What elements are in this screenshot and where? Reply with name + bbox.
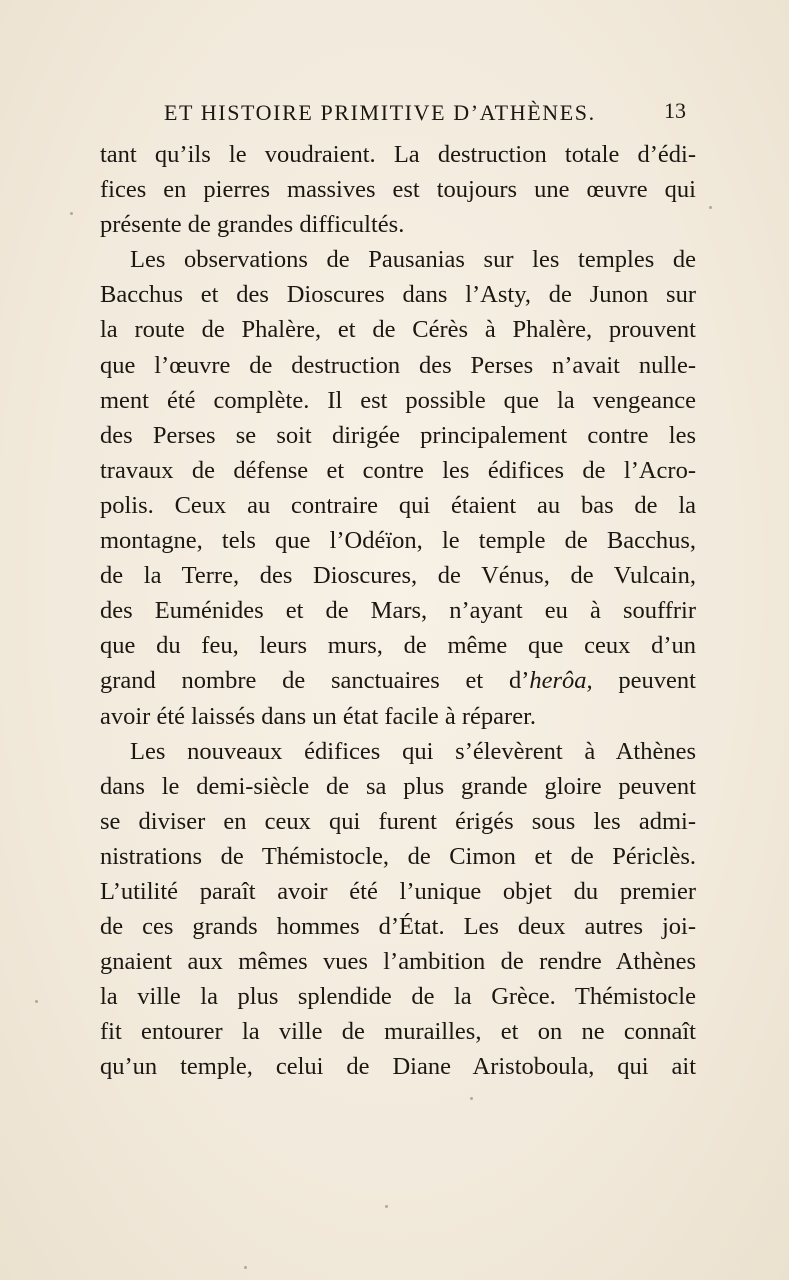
text-line: que l’œuvre de destruction des Perses n’avait nulle- bbox=[100, 351, 696, 379]
text-line: L’utilité paraît avoir été l’unique objet du premier bbox=[100, 877, 696, 905]
text-line: dans le demi-siècle de sa plus grande gloire peuvent bbox=[100, 772, 696, 800]
body-text bbox=[100, 137, 696, 1085]
text-line: des Perses se soit dirigée principalement contre les bbox=[100, 421, 696, 449]
page-header bbox=[96, 96, 692, 130]
text-line: se diviser en ceux qui furent érigés sous les admi- bbox=[100, 807, 696, 835]
text-line: fit entourer la ville de murailles, et on ne connaît bbox=[100, 1018, 696, 1046]
text-line: avoir été laissés dans un état facile à réparer. bbox=[100, 702, 537, 730]
text-line: polis. Ceux au contraire qui étaient au bas de la bbox=[100, 491, 696, 519]
text-line: des Euménides et de Mars, n’ayant eu à souffrir bbox=[100, 597, 696, 625]
paper-speck bbox=[244, 1266, 247, 1269]
paper-speck bbox=[470, 1097, 473, 1100]
text-line: gnaient aux mêmes vues l’ambition de rendre Athènes bbox=[100, 948, 696, 976]
page-number: 13 bbox=[664, 98, 686, 123]
text-line: la route de Phalère, et de Cérès à Phalère, prouvent bbox=[100, 316, 696, 344]
text-line: grand nombre de sanctuaires et d’herôa, peuvent bbox=[100, 667, 696, 695]
paper-speck bbox=[70, 212, 73, 215]
text-line: que du feu, leurs murs, de même que ceux d’un bbox=[100, 632, 696, 660]
text-line: présente de grandes difficultés. bbox=[100, 211, 405, 239]
running-title: ET HISTOIRE PRIMITIVE D’ATHÈNES. bbox=[164, 100, 596, 125]
text-line: Bacchus et des Dioscures dans l’Asty, de Junon sur bbox=[100, 281, 696, 309]
text-line: de ces grands hommes d’État. Les deux autres joi- bbox=[100, 913, 696, 941]
paper-speck bbox=[35, 1000, 38, 1003]
text-line: nistrations de Thémistocle, de Cimon et de Périclès. bbox=[100, 842, 696, 870]
text-line: travaux de défense et contre les édifices de l’Acro- bbox=[100, 456, 696, 484]
text-line: qu’un temple, celui de Diane Aristoboula, qui ait bbox=[100, 1053, 696, 1081]
text-line: ment été complète. Il est possible que la vengeance bbox=[100, 386, 696, 414]
text-line: fices en pierres massives est toujours une œuvre qui bbox=[100, 176, 696, 204]
text-line: montagne, tels que l’Odéïon, le temple de Bacchus, bbox=[100, 527, 696, 555]
text-line: de la Terre, des Dioscures, de Vénus, de Vulcain, bbox=[100, 562, 696, 590]
paragraph-first-line: Les nouveaux édifices qui s’élevèrent à Athènes bbox=[130, 737, 696, 765]
paper-speck bbox=[709, 206, 712, 209]
paragraph-first-line: Les observations de Pausanias sur les temples de bbox=[130, 246, 696, 274]
text-line: tant qu’ils le voudraient. La destruction totale d’édi- bbox=[100, 141, 696, 168]
text-line: la ville la plus splendide de la Grèce. Thémistocle bbox=[100, 983, 696, 1011]
paper-speck bbox=[385, 1205, 388, 1208]
italic-word: herôa, bbox=[529, 667, 593, 695]
